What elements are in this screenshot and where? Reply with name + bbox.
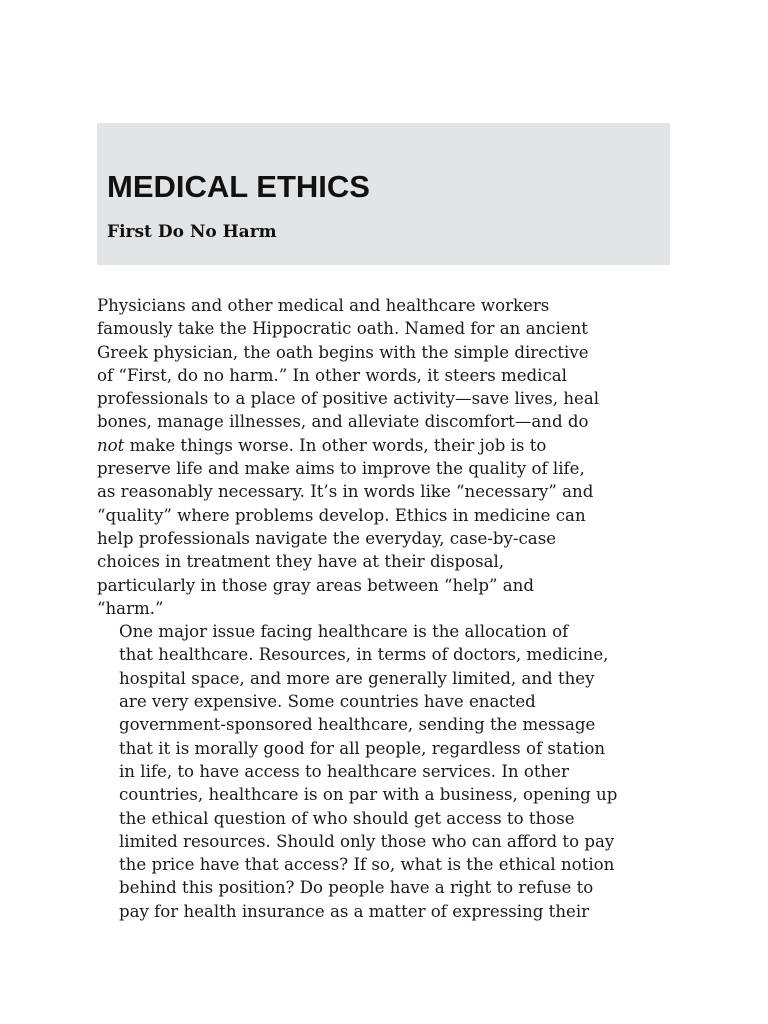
text-line: of “First, do no harm.” In other words, it steers medical [97,365,567,385]
body-text [97,294,672,923]
paragraph-2 [97,620,672,923]
text-line: in life, to have access to healthcare services. In other [119,761,569,781]
text-line: “harm.” [97,598,164,618]
text-line: professionals to a place of positive activity—save lives, heal [97,389,600,409]
text-line: bones, manage illnesses, and alleviate discomfort—and do [97,412,589,432]
paragraph-1 [97,294,672,620]
text-line: limited resources. Should only those who can afford to pay [119,831,615,851]
chapter-title: MEDICAL ETHICS [107,169,370,204]
text-line: hospital space, and more are generally limited, and they [119,668,595,688]
chapter-subtitle: First Do No Harm [107,222,277,242]
text-line: choices in treatment they have at their disposal, [97,552,505,572]
text-line: that healthcare. Resources, in terms of doctors, medicine, [119,645,609,665]
text-line: “quality” where problems develop. Ethics in medicine can [97,505,586,525]
text-line: government-sponsored healthcare, sending the message [119,715,596,735]
text-line: as reasonably necessary. It’s in words like “necessary” and [97,482,594,502]
text-line: the price have that access? If so, what is the ethical notion [119,855,615,875]
emphasis-not: not [97,435,125,455]
text-line: countries, healthcare is on par with a business, opening up [119,785,618,805]
text-line: famously take the Hippocratic oath. Named for an ancient [97,319,588,339]
text-line: pay for health insurance as a matter of expressing their [119,901,590,921]
text-line: preserve life and make aims to improve the quality of life, [97,459,585,479]
chapter-header [97,123,670,265]
text-line: Physicians and other medical and healthcare workers [97,296,550,315]
text-line: Greek physician, the oath begins with the simple directive [97,342,589,362]
text-line: the ethical question of who should get access to those [119,808,575,828]
text-line: help professionals navigate the everyday, case-by-case [97,528,557,548]
text-line: behind this position? Do people have a right to refuse to [119,878,594,898]
text-line: particularly in those gray areas between “help” and [97,575,534,595]
text-line: that it is morally good for all people, regardless of station [119,738,606,758]
text-line: are very expensive. Some countries have enacted [119,692,536,712]
text-line-rest: make things worse. In other words, their job is to [124,435,547,455]
text-line [97,434,672,457]
text-line: One major issue facing healthcare is the allocation of [119,622,569,642]
